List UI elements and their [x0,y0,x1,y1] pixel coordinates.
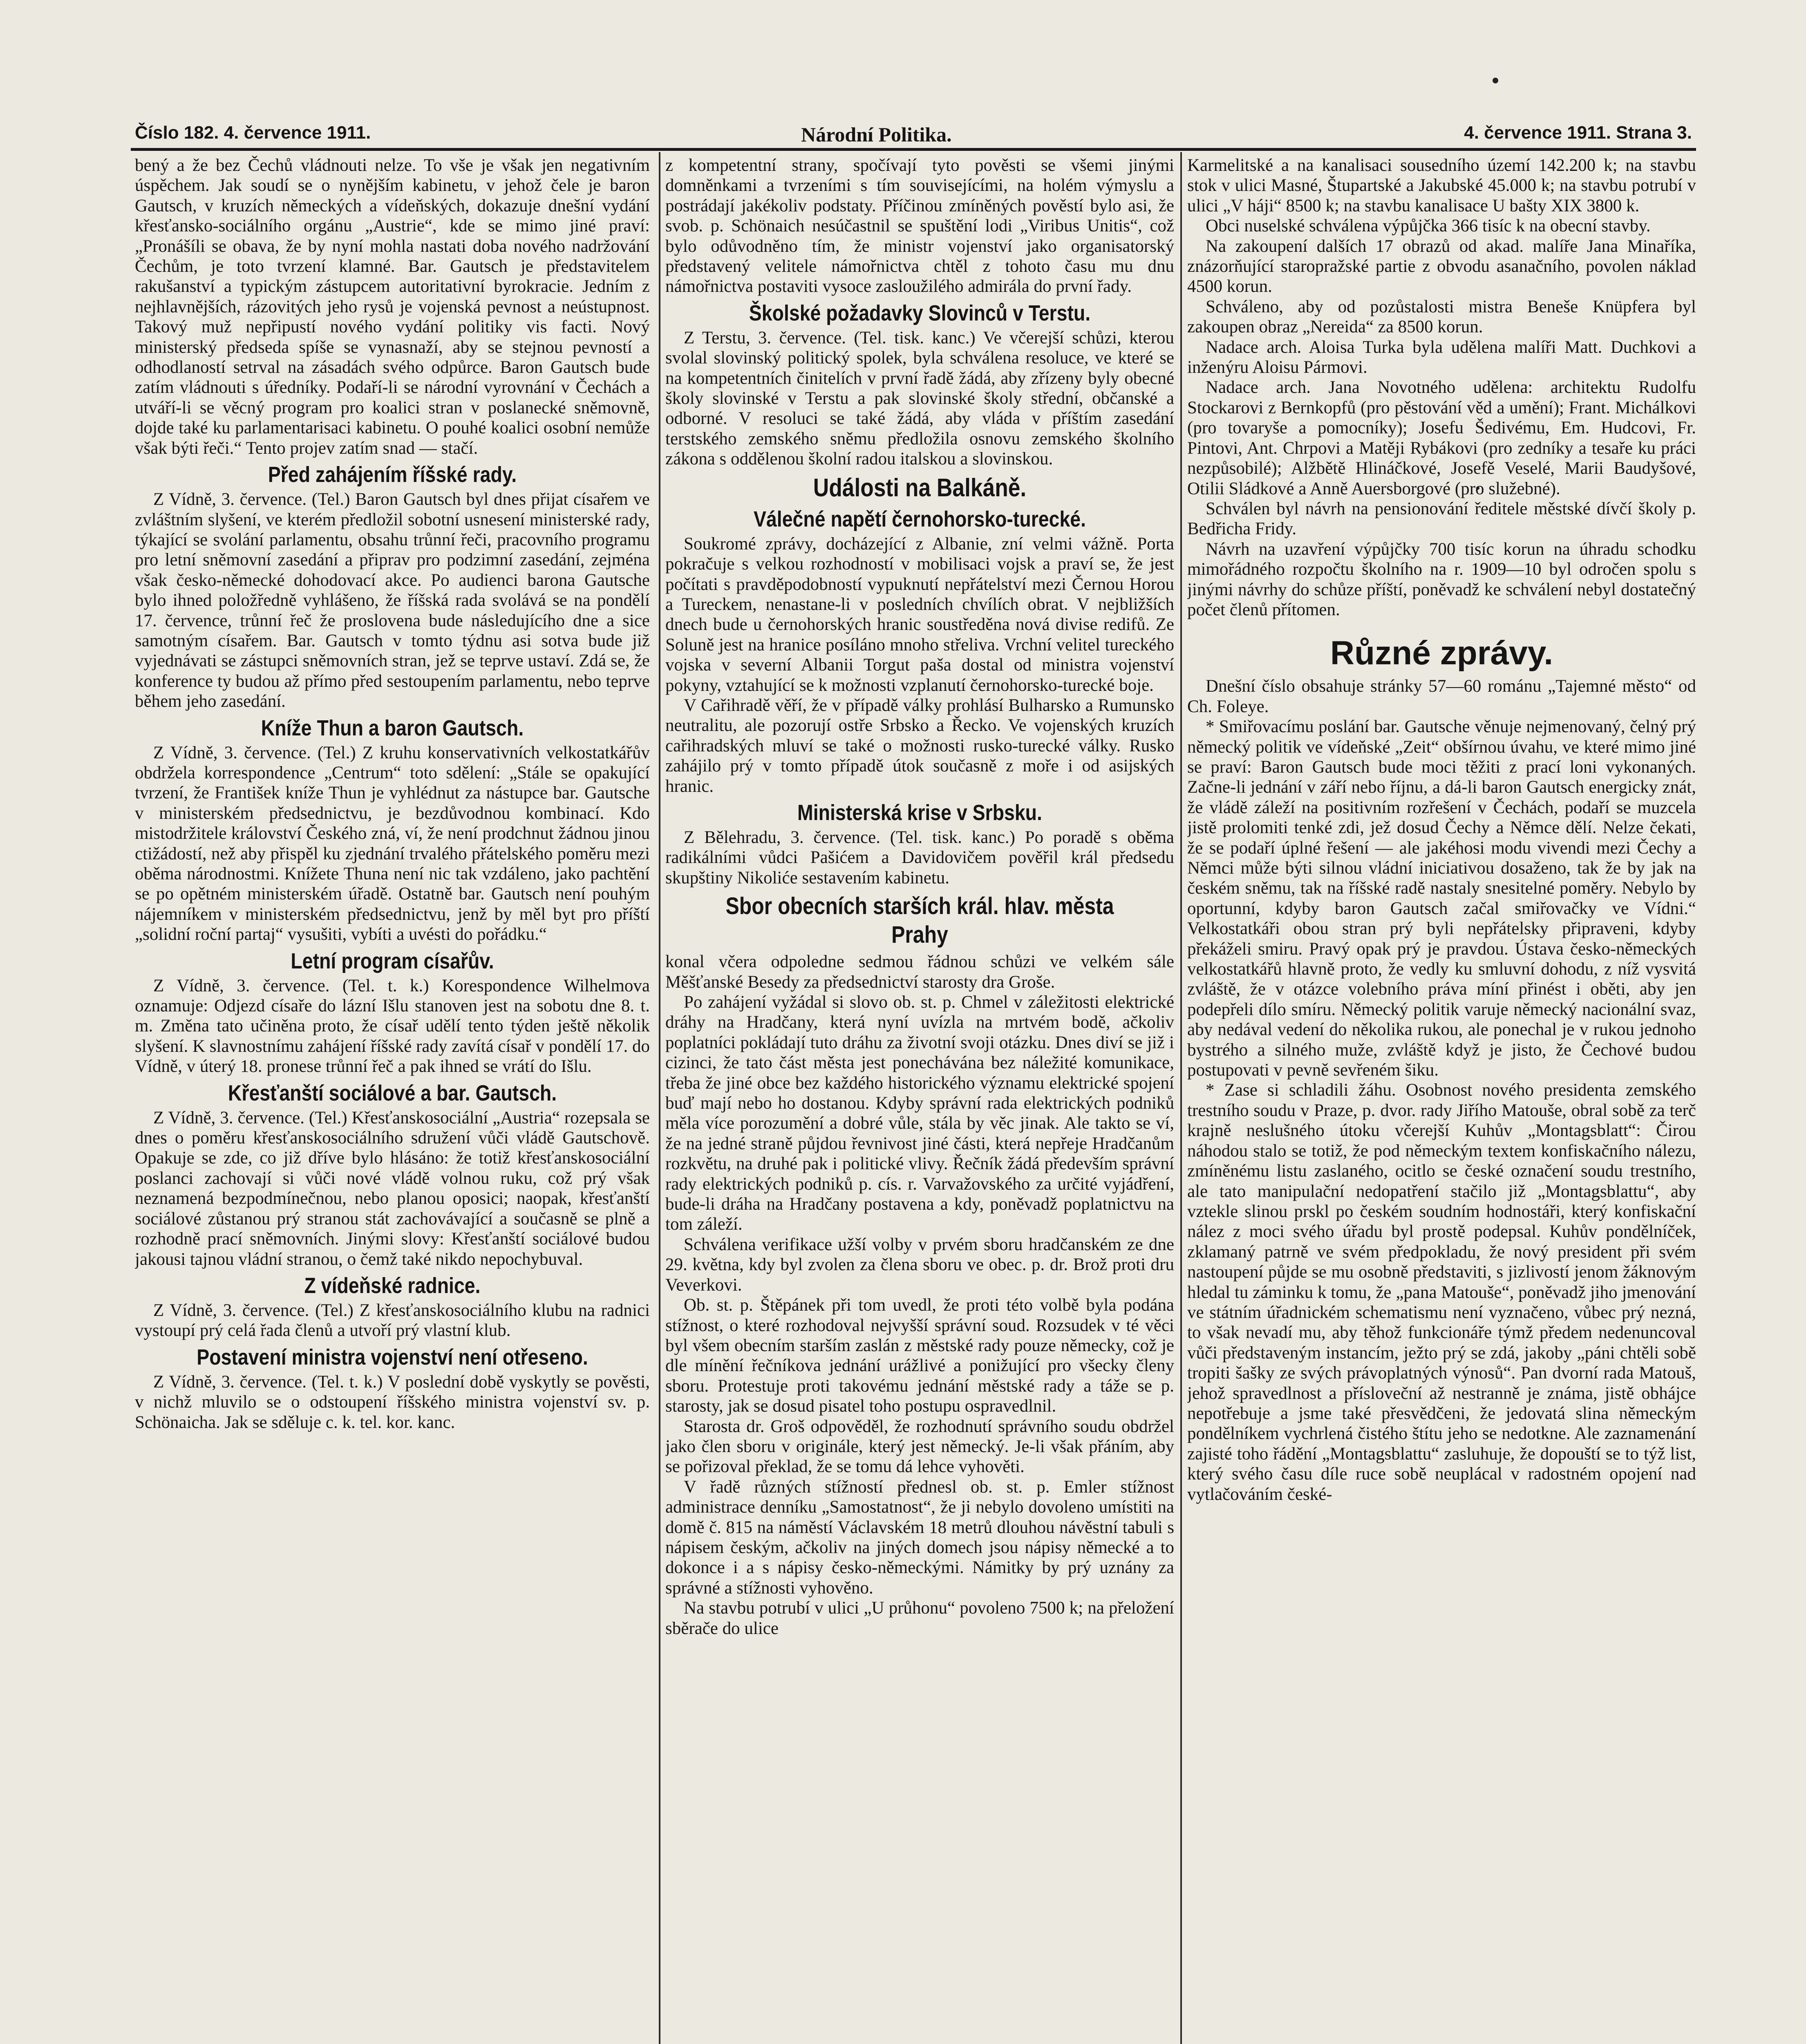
article-paragraph: Schváleno, aby od pozůstalosti mistra Beneše Knüpfera byl zakoupen obraz „Nereida“ za 8500 korun. [1187,297,1696,337]
section-heading: Různé zprávy. [1330,634,1553,672]
article-paragraph: Na stavbu potrubí v ulici „U průhonu“ povoleno 7500 k; na přeložení sběrače do ulice [665,1598,1174,1638]
article-paragraph: Dnešní číslo obsahuje stránky 57—60 románu „Tajemné město“ od Ch. Foleye. [1187,677,1696,716]
article-paragraph: * Smiřovacímu poslání bar. Gautsche věnuje nejmenovaný, čelný prý německý politik ve vídeňské „Zeit“ obšírnou úvahu, ve které mimo jiné se praví: Baron Gautsch bude moci těžiti z prací loni vykonaných. Začne-li jednání v září nebo říjnu, a dá-li baron Gautsch energicky znát, že vládě záleží na positivním rozřešení v Čechách, podaří se muzcela jistě prolomiti tenké zdi, jež dosud Čechy a Němce dělí. Nelze čekati, že se podaří úplné řešení — ale jakéhosi modu vivendi mezi Čechy a Němci může býti silnou vládní iniciativou dosaženo, tak že by jak na českém sněmu, tak na říšské radě nastaly snesitelné poměry. Nebylo by oportunní, kdyby baron Gautsch začal smiřovačky ve Vídni.“ Velkostatkáři obou stran prý byli nepřátelsky připraveni, kdyby překáželi smiru. Pravý opak prý je pravdou. Ústava česko-německých velkostatkářů hlavně proto, že vedly ku smluvní dohodu, z níž vysvitá zvláště, že v otázce volebního práva míní přinést i oběti, aby jen podepřeli dílo smíru. Německý politik varuje německý nacionální svaz, aby nedával vedení do několika rukou, ale ponechal je v rukou jednoho bystrého a silného muže, zvláště když je jisto, že Čechové budou postupovati v pevně sevřeném šiku. [1187,717,1696,1080]
article-heading: Křesťanští sociálové a bar. Gautsch. [228,1080,557,1105]
article-heading: Školské požadavky Slovinců v Terstu. [749,300,1091,325]
article-paragraph: Z Vídně, 3. července. (Tel. t. k.) V poslední době vyskytly se pověsti, v nichž mluvilo se o odstoupení říšského ministra vojenství sv. p. Schönaicha. Jak se sděluje c. k. tel. kor. kanc. [135,1372,650,1432]
article-paragraph: Návrh na uzavření výpůjčky 700 tisíc korun na úhradu schodku mimořádného rozpočtu školního na r. 1909—10 byl odročen spolu s jinými návrhy do schůze příští, poněvadž ke schválení nebyl dostatečný počet členů přítomen. [1187,539,1696,619]
article-paragraph: Z Vídně, 3. července. (Tel.) Z křesťanskosociálního klubu na radnici vystoupí prý celá řada členů a utvoří prý vlastní klub. [135,1300,650,1340]
article-paragraph: Starosta dr. Groš odpověděl, že rozhodnutí správního soudu obdržel jako člen sboru v originále, který jest německý. Je-li však přáním, aby se pořizoval překlad, že se tomu dá lehce vyhověti. [665,1416,1174,1477]
column-divider [659,152,660,2044]
newspaper-title: Národní Politika. [801,123,952,146]
article-paragraph: * Zase si schladili žáhu. Osobnost nového presidenta zemského trestního soudu v Praze, p. dvor. rady Jiřího Matouše, obral sobě za terč krajně neslušného útoku včerejší Kuhův „Montagsblatt“: Čirou náhodou stalo se totiž, že pod německým textem konfiskačního nálezu, zmíněnému listu zaslaného, ocitlo se české označení soudu trestního, ale tato manipulační nedopatření stačilo již „Montagsblattu“, aby vztekle slinou prskl po českém soudním hodnostáři, který konfiskační nález z moci svého úřadu byl prostě podepsal. Kuhův pondělníček, zklamaný patrně ve svém předpokladu, že nový president při svém nastoupení půjde se mu osobně představiti, s jizlivostí jenom žáknovým hledal tu záminku k tomu, že „pana Matouše“, poněvadž jiho jmenování ve státním úřadnickém schematismu není vyznačeno, vůbec prý nezná, to však nevadí mu, aby těhož funkcionáře týmž předem nedenuncoval vůči představeným instancím, ježto prý se zdá, jakoby „páni chtěli sobě tropiti šašky ze svých právoplatných výnosů“. Pan dvorní rada Matouš, jehož spravedlnost a přísloveční až nestranně je známa, jistě obhájce nepotřebuje a jsme také přesvědčeni, že jedovatá slina německým pondělníkem vychrlená čistého štítu jeho se nedotkne. Ale zaznamenání zajisté toho řádění „Montagsblattu“ zasluhuje, že dopouští se to týž list, který svého času díle ruce sobě neuplácal v radostném opojení nad vytlačováním české- [1187,1080,1696,1504]
article-paragraph: bený a že bez Čechů vládnouti nelze. To vše je však jen negativním úspěchem. Jak soudí se o nynějším kabinetu, v jehož čele je baron Gautsch, v kruzích německých a vídeňských, dokazuje dnešní vydání křesťansko-sociálního orgánu „Austrie“, kde se mimo jiné praví: „Pronášíli se obava, že by nyní mohla nastati doba nového nadržování Čechům, je toto tvrzení klamné. Bar. Gautsch je představitelem rakušanství a typickým zástupcem autoritativní byrokracie. Jedním z nejhlavnějších, rázovitých jeho rysů je vojenská pevnost a neústupnost. Takový muž nepřipustí nového vydání politiky vis facti. Nový ministerský předseda spíše se vynasnaží, aby se stejnou pevností a odhodlaností setrval na zásadách svého odpůrce. Baron Gautsch bude zatím vládnouti s úředníky. Podaří-li se národní vyrovnání v Čechách a utváří-li se věcný program pro koalici stran v poslanecké sněmovně, dojde také ku parlamentarisaci kabinetu. O pouhé koalici osobní nemůže však býti řeči.“ Tento projev zatím snad — stačí. [135,156,650,458]
article-heading: Sbor obecních starších král. hlav. města Prahy [725,893,1114,948]
article-heading: Před zahájením říšské rady. [268,462,517,487]
article-paragraph: Z Vídně, 3. července. (Tel. t. k.) Korespondence Wilhelmova oznamuje: Odjezd císaře do lázní Išlu stanoven jest na sobotu dne 8. t. m. Změna tato učiněna proto, že císař udělí tento týden ještě několik slyšení. K slavnostnímu zahájení říšské rady zavítá císař v pondělí 17. do Vídně, v úterý 18. pronese trůnní řeč a pak ihned se vrátí do Išlu. [135,976,650,1076]
article-paragraph: Karmelitské a na kanalisaci sousedního území 142.200 k; na stavbu stok v ulici Masné, Štupartské a Jakubské 45.000 k; na stavbu potrubí v ulici „V háji“ 8500 k; na stavbu kanalisace U baštу XIX 3800 k. [1187,156,1696,215]
article-heading: Z vídeňské radnice. [304,1273,481,1298]
ink-speck [1493,78,1498,83]
article-paragraph: Z Vídně, 3. července. (Tel.) Z kruhu konservativních velkostatkářův obdržela korrespondence „Centrum“ toto sdělení: „Stále se opakující tvrzení, že František kníže Thun je vyhlédnut za nástupce bar. Gautsche v ministerském předsednictvu, je bezdůvodnou kombinací. Kdo mistodržitele království Českého zná, ví, že není prodchnut žádnou jinou ctižádostí, než aby přispěl ku zjednání trvalého přátelského poměru mezi oběma národnostmi. Knížete Thuna není nic tak vzdáleno, jako pachtění se po opětném ministerském úřadě. Ostatně bar. Gautsch není pouhým nájemníkem v ministerském předsednictvu, jenž by měl byt pro příští „solidní roční partaj“ vysušiti, vybíti a uvésti do pořádku.“ [135,743,650,944]
article-paragraph: Z Vídně, 3. července. (Tel.) Baron Gautsch byl dnes přijat císařem ve zvláštním slyšení, ve kterém předložil sobotní usnesení ministerské rady, týkající se svolání parlamentu, obsahu trůnní řeči, pracovního programu pro letní sněmovní zasedání a připrav pro podzimní zasedání, zejména však česko-německé dohodovací akce. Po audienci barona Gautsche bylo ihned položředně vyhlášeno, že říšská rada svolává se na pondělí 17. července, trůnní řeč že proslovena bude následujícího dne a sice samotným císařem. Bar. Gautsch v tomto týdnu asi sotva bude již vyjednávati se zástupci sněmovních stran, jež se teprve ustaví. Zdá se, že konference ty budou až přímo před sestoupením parlamentu, nebo teprve během jeho zasedání. [135,490,650,711]
article-paragraph: z kompetentní strany, spočívají tyto pověsti se všemi jinými domněnkami a tvrzeními s tím souvisejícími, na holém výmyslu a postrádají jakékoliv podstaty. Příčinou zmíněných pověstí bylo asi, že svob. p. Schönaich nesúčastnil se spuštění lodi „Viribus Unitis“, což bylo odůvodněno tím, že ministr vojenství jako organisatorský představený velitele námořnictva chtěl z tohoto času mu dnu námořnictva postaviti vysoce zasloužilého admirála do první řady. [665,156,1174,296]
article-paragraph: Na zakoupení dalších 17 obrazů od akad. malíře Jana Minaříka, znázorňující staropražské partie z obvodu asanačního, povolen náklad 4500 korun. [1187,236,1696,296]
article-paragraph: Soukromé zprávy, docházející z Albanie, zní velmi vážně. Porta pokračuje s velkou rozhodností v mobilisaci vojsk a praví se, že jest počítati s pravděpodobností vypuknutí nepřátelství mezi Černou Horou a Tureckem, nenastane-li v posledních chvílích obrat. V nejbližších dnech bude u černohorských hranic soustředěna nová divise redifů. Ze Soluně jest na hranice posíláno mnoho střeliva. Vrchní velitel tureckého vojska v severní Albanii Torgut paša dostal od ministra vojenství pokyny, vztahující se k možnosti vzplanutí černohorsko-turecké boje. [665,534,1174,695]
article-paragraph: Z Vídně, 3. července. (Tel.) Křesťanskosociální „Austria“ rozepsala se dnes o poměru křesťanskosociálního sdružení vůči vládě Gautschově. Opakuje se zde, co již dříve bylo hlásáno: že totiž křesťanskosociální poslanci zachovají si vůči nové vládě volnou ruku, což prý však neznamená bezpodmínečnou, nebo planou oposici; naopak, křesťanští sociálové zůstanou prý stranou stát zachovávající a současně se plně a rozhodně prací sněmovních. Jinými slovy: Křesťanští sociálové budou jakousi tajnou vládní stranou, o čemž také nikdo nepochybuval. [135,1108,650,1269]
page-header [135,123,1692,147]
article-paragraph: Schválen byl návrh na pensionování ředitele městské dívčí školy p. Bedřicha Fridy. [1187,499,1696,539]
article-paragraph: Nadace arch. Aloisa Turka byla udělena malíři Matt. Duchkovi a inženýru Aloisu Pármovi. [1187,337,1696,377]
article-heading: Válečné napětí černohorsko-turecké. [754,507,1086,531]
article-paragraph: Obci nuselské schválena výpůjčka 366 tisíc k na obecní stavby. [1206,216,1651,236]
article-paragraph: V řadě různých stížností přednesl ob. st. p. Emler stížnost administrace denníku „Samostatnost“, že ji nebylo dovoleno umístiti na domě č. 815 na náměstí Václavském 18 metrů dlouhou návěstní tabuli s nápisem českým, ačkoliv na jiných domech jsou nápisy německé a to dokonce i a s nápisy česko-německými. Námitky by prý uznány za správné a stížnosti vyhověno. [665,1477,1174,1598]
column-2 [665,155,1174,2044]
article-heading: Postavení ministra vojenství není otřeseno. [197,1345,588,1369]
article-paragraph: Ob. st. p. Štěpánek při tom uvedl, že proti této volbě byla podána stížnost, o které rozhodoval nejvyšší správní soud. Rozsudek v té věci byl všem obecním starším zaslán z městské rady pouze německy, což je dle mínění řečníkova jednání urážlivé a ponižující pro všecky členy sboru. Protestuje proti takovému jednání městské rady a táže se p. starosty, jak se dosud pisatel toho postupu ospravedlnil. [665,1295,1174,1416]
article-paragraph: Po zahájení vyžádal si slovo ob. st. p. Chmel v záležitosti elektrické dráhy na Hradčany, která nyní uvízla na mrtvém bodě, ačkoliv poplatníci pokládají tuto dráhu za životní svoji otázku. Dnes diví se již i cizinci, že tato část města jest ponechávána bez náležité komunikace, třeba že jiné obce bez každého historického významu elektrické spojení buď mají nebo ho dostanou. Kdyby správní rada elektrických podniků měla více porozumění a dobré vůle, stála by věc jinak. Ale takto se ví, že na jedné straně půjdou řevnivost jiné části, která nepřeje Hradčanům rozkvětu, na druhé pak i politické vlivy. Řečník žádá především správní rady elektrických podniků p. cís. r. Varvažovského za určité vyjádření, bude-li dráha na Hradčany postavena a kdy, poněvadž poplatnictvu na tom záleží. [665,993,1174,1234]
article-paragraph: Nadace arch. Jana Novotného udělena: architektu Rudolfu Stockarovi z Bernkopfů (pro pěstování věd a umění); Frant. Michálkovi (pro tovaryše a pomocníky); Josefu Šedivému, Em. Hudcovi, Fr. Pintovi, Ant. Chrpovi a Matěji Rybákovi (pro zedníky a tesaře ku práci nezpůsobilé); Alžbětě Hlináčkové, Josefě Veselé, Marii Baudyšové, Otilii Sládkové a Anně Auersborgové (pro služebné). [1187,378,1696,498]
article-paragraph: V Cařihradě věří, že v případě války prohlásí Bulharsko a Rumunsko neutralitu, ale pozorují ostře Srbsko a Řecko. Ve vojenských kruzích cařihradských mluví se také o možnosti rusko-turecké války. Rusko zahájilo prý v tomto případě útok současně z moře i od asijských hranic. [665,695,1174,796]
article-paragraph: Schválena verifikace užší volby v prvém sboru hradčanském ze dne 29. května, kdy byl zvolen za člena sboru ve obec. p. dr. Brož proti dru Veverkovi. [665,1235,1174,1295]
section-heading: Události na Balkáně. [813,473,1027,502]
column-1 [135,155,650,2044]
article-heading: Letní program císařův. [291,948,494,973]
date-page-number: 4. července 1911. Strana 3. [1464,123,1692,143]
issue-number-date: Číslo 182. 4. července 1911. [135,123,371,143]
column-3 [1187,155,1696,2044]
article-heading: Ministerská krise v Srbsku. [797,800,1042,825]
article-paragraph: konal včera odpoledne sedmou řádnou schůzi ve velkém sále Měšťanské Besedy za předsednictví starosty dra Groše. [665,952,1174,992]
article-paragraph: Z Terstu, 3. července. (Tel. tisk. kanc.) Ve včerejší schůzi, kterou svolal slovinský politický spolek, byla schválena resoluce, ve které se na kompetentních činitelích v první řadě žádá, aby zřízeny byly obecné školy slovinské v Terstu a pak slovinské školy střední, občanské a odborné. V resoluci se také žádá, aby vláda v příštím zasedání terstského zemského sněmu předložila osnovu zemského školního zákona s oddělenou školní radou italskou a slovinskou. [665,328,1174,469]
article-paragraph: Z Bělehradu, 3. července. (Tel. tisk. kanc.) Po poradě s oběma radikálními vůdci Pašićem a Davidovičem pověřil král předsedu skupštiny Nikoliće sestavením kabinetu. [665,827,1174,888]
header-rule [131,148,1696,151]
article-heading: Kníže Thun a baron Gautsch. [261,715,524,740]
column-divider [1180,152,1182,2044]
